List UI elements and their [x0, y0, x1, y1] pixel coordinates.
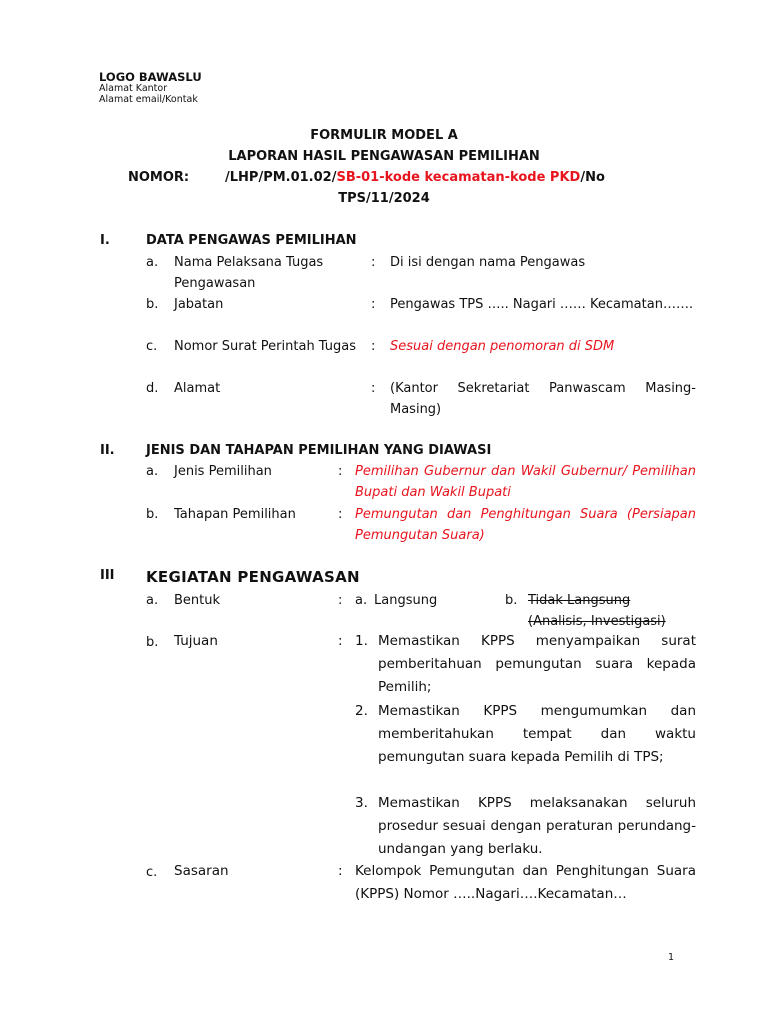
- section-number: I.: [100, 233, 110, 248]
- page-number: 1: [668, 952, 675, 963]
- item-letter: b.: [146, 635, 159, 650]
- colon: :: [371, 339, 376, 354]
- nomor-value: [225, 170, 605, 185]
- option-langsung: Langsung: [374, 593, 438, 608]
- item-letter: b.: [146, 297, 159, 312]
- field-value: Pengawas TPS ….. Nagari …… Kecamatan…….: [390, 297, 694, 312]
- nomor-suffix: TPS/11/2024: [338, 191, 430, 206]
- nomor-part-a: /LHP/PM.01.02/: [225, 170, 337, 185]
- section-heading: JENIS DAN TAHAPAN PEMILIHAN YANG DIAWASI: [146, 443, 492, 458]
- item-letter: a.: [146, 593, 159, 608]
- field-label: Nomor Surat Perintah Tugas: [174, 339, 357, 354]
- field-value: Kelompok Pemungutan dan Penghitungan Suara (KPPS) Nomor …..Nagari….Kecamatan…: [355, 863, 696, 902]
- item-letter: d.: [146, 381, 159, 396]
- section-heading: DATA PENGAWAS PEMILIHAN: [146, 233, 357, 248]
- field-value: Pemilihan Gubernur dan Wakil Gubernur/ Pemilihan Bupati dan Wakil Bupati: [355, 464, 696, 500]
- field-label: Jenis Pemilihan: [174, 464, 272, 479]
- list-number: 1.: [355, 633, 368, 649]
- colon: :: [338, 464, 343, 479]
- field-label: Tahapan Pemilihan: [174, 507, 296, 522]
- list-number: 2.: [355, 703, 368, 719]
- field-label: Bentuk: [174, 593, 221, 608]
- goal-item: Memastikan KPPS menyampaikan surat pemberitahuan pemungutan suara kepada Pemilih;: [378, 633, 696, 695]
- field-label: Jabatan: [174, 297, 224, 312]
- option-letter: a.: [355, 593, 368, 608]
- field-value: Pemungutan dan Penghitungan Suara (Persiapan Pemungutan Suara): [355, 507, 696, 543]
- field-label: Alamat: [174, 381, 221, 396]
- nomor-part-c: /No: [580, 170, 605, 185]
- item-letter: c.: [146, 339, 158, 354]
- item-letter: c.: [146, 865, 158, 880]
- field-value: (Kantor Sekretariat Panwascam Masing-Masing): [390, 381, 696, 417]
- colon: :: [371, 255, 376, 270]
- field-label: Sasaran: [174, 863, 229, 879]
- colon: :: [371, 297, 376, 312]
- item-letter: a.: [146, 464, 159, 479]
- field-label: Nama Pelaksana Tugas Pengawasan: [174, 255, 324, 291]
- option-tidak-langsung: Tidak Langsung (Analisis, Investigasi): [528, 593, 666, 629]
- colon: :: [338, 633, 343, 649]
- section-number: III: [100, 568, 115, 583]
- colon: :: [338, 593, 343, 608]
- office-address: Alamat Kantor: [99, 83, 168, 94]
- item-letter: b.: [146, 507, 159, 522]
- logo-placeholder: LOGO BAWASLU: [99, 70, 202, 84]
- field-value: Di isi dengan nama Pengawas: [390, 255, 586, 270]
- contact-info: Alamat email/Kontak: [99, 94, 198, 105]
- colon: :: [338, 863, 343, 879]
- report-title: LAPORAN HASIL PENGAWASAN PEMILIHAN: [228, 149, 540, 164]
- field-label: Tujuan: [174, 633, 218, 649]
- field-value: Sesuai dengan penomoran di SDM: [390, 339, 615, 354]
- form-title: FORMULIR MODEL A: [310, 128, 458, 143]
- nomor-label: NOMOR:: [128, 170, 190, 185]
- option-letter: b.: [505, 593, 518, 608]
- colon: :: [338, 507, 343, 522]
- section-number: II.: [100, 443, 115, 458]
- colon: :: [371, 381, 376, 396]
- goal-item: Memastikan KPPS melaksanakan seluruh prosedur sesuai dengan peraturan perundang-undangan yang berlaku.: [378, 795, 696, 857]
- section-heading: KEGIATAN PENGAWASAN: [146, 568, 360, 586]
- goal-item: Memastikan KPPS mengumumkan dan memberitahukan tempat dan waktu pemungutan suara kepada Pemilih di TPS;: [378, 703, 696, 765]
- item-letter: a.: [146, 255, 159, 270]
- nomor-part-code: SB-01-kode kecamatan-kode PKD: [336, 170, 581, 185]
- list-number: 3.: [355, 795, 368, 811]
